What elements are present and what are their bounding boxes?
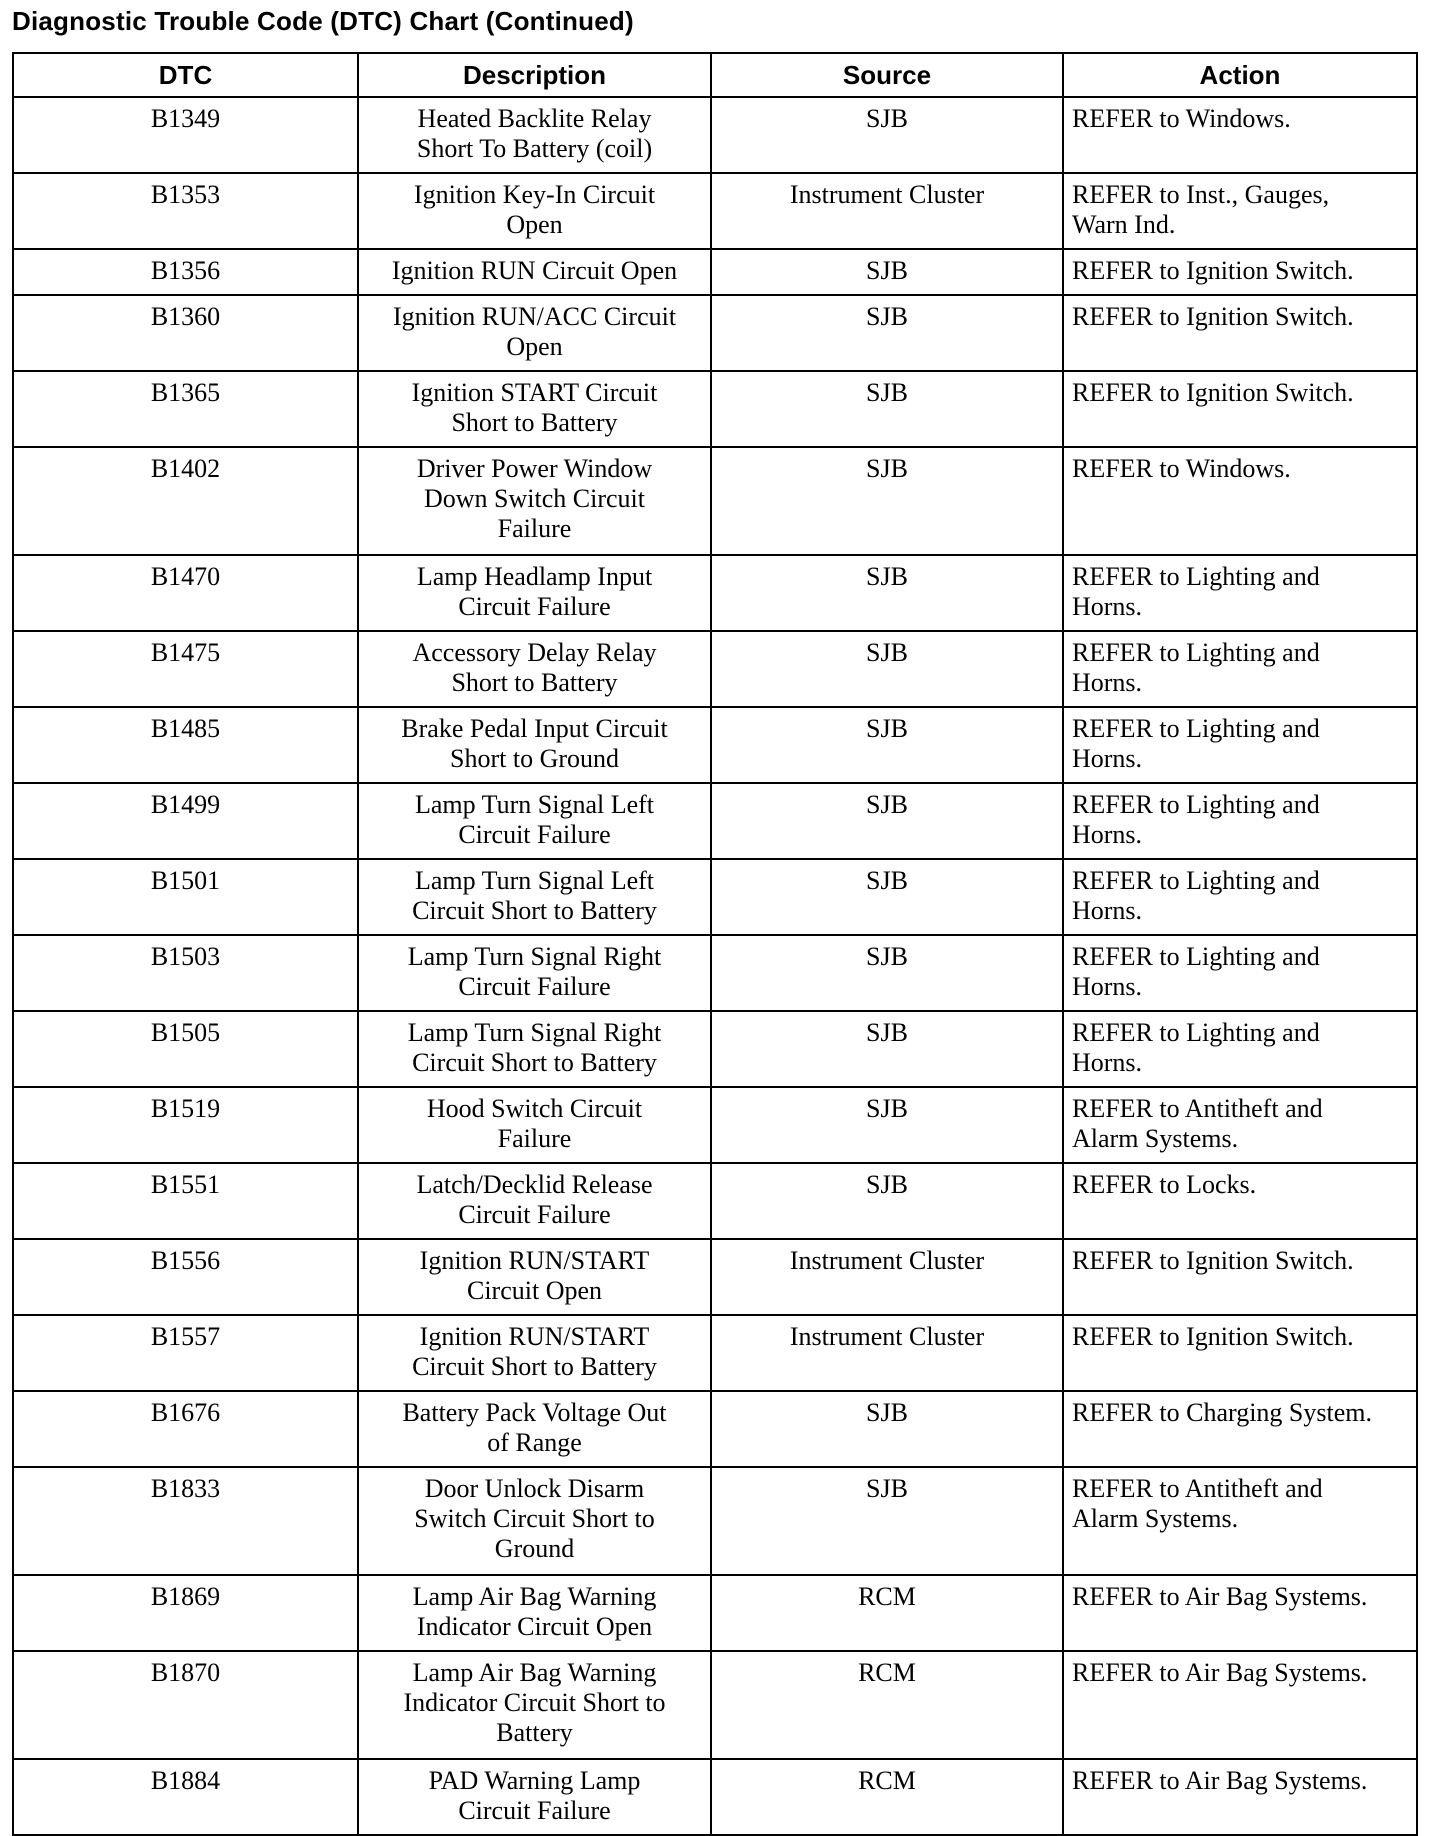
action-line: REFER to Ignition Switch. — [1072, 302, 1354, 331]
description-line: Lamp Turn Signal Right — [407, 1018, 662, 1047]
dtc-source: SJB — [711, 783, 1063, 859]
description-line: of Range — [487, 1428, 582, 1457]
description-line: Brake Pedal Input Circuit — [401, 714, 668, 743]
dtc-description — [358, 1467, 711, 1575]
dtc-source: SJB — [711, 447, 1063, 555]
description-line: Latch/Decklid Release — [416, 1170, 653, 1199]
description-line: Circuit Open — [466, 1276, 603, 1305]
description-line: Ignition RUN/START — [419, 1322, 650, 1351]
dtc-source: Instrument Cluster — [711, 1315, 1063, 1391]
dtc-code: B1470 — [13, 555, 358, 631]
description-line: Circuit Failure — [458, 592, 611, 621]
dtc-action — [1063, 935, 1417, 1011]
action-line: REFER to Lighting and — [1072, 790, 1320, 819]
dtc-action — [1063, 1651, 1417, 1759]
table-row — [13, 447, 1417, 555]
dtc-source: RCM — [711, 1575, 1063, 1651]
table-row — [13, 1759, 1417, 1835]
dtc-action — [1063, 631, 1417, 707]
description-line: Switch Circuit Short to — [414, 1504, 655, 1533]
header-action: Action — [1063, 53, 1417, 97]
table-row — [13, 1651, 1417, 1759]
header-row — [13, 53, 1417, 97]
action-line: REFER to Lighting and — [1072, 866, 1320, 895]
dtc-description — [358, 1011, 711, 1087]
dtc-code: B1501 — [13, 859, 358, 935]
action-line: REFER to Ignition Switch. — [1072, 1322, 1354, 1351]
dtc-action — [1063, 249, 1417, 295]
dtc-description — [358, 1315, 711, 1391]
description-line: Circuit Failure — [458, 1796, 611, 1825]
header-description: Description — [358, 53, 711, 97]
dtc-source: SJB — [711, 1391, 1063, 1467]
dtc-action — [1063, 707, 1417, 783]
dtc-action — [1063, 97, 1417, 173]
table-row — [13, 1239, 1417, 1315]
dtc-code: B1869 — [13, 1575, 358, 1651]
dtc-source: SJB — [711, 707, 1063, 783]
description-line: Circuit Short to Battery — [412, 896, 657, 925]
dtc-code: B1353 — [13, 173, 358, 249]
table-row — [13, 1575, 1417, 1651]
dtc-action — [1063, 1391, 1417, 1467]
dtc-code: B1360 — [13, 295, 358, 371]
action-line: REFER to Locks. — [1072, 1170, 1257, 1199]
dtc-description — [358, 1651, 711, 1759]
dtc-source: SJB — [711, 555, 1063, 631]
dtc-code: B1499 — [13, 783, 358, 859]
dtc-code: B1833 — [13, 1467, 358, 1575]
dtc-source: SJB — [711, 1087, 1063, 1163]
description-line: Lamp Turn Signal Right — [407, 942, 662, 971]
dtc-description — [358, 1759, 711, 1835]
action-line: Warn Ind. — [1072, 210, 1176, 239]
dtc-description — [358, 371, 711, 447]
action-line: REFER to Ignition Switch. — [1072, 1246, 1354, 1275]
dtc-action — [1063, 1575, 1417, 1651]
dtc-code: B1402 — [13, 447, 358, 555]
dtc-description — [358, 1391, 711, 1467]
description-line: Ignition RUN/ACC Circuit — [392, 302, 677, 331]
action-line: Horns. — [1072, 820, 1143, 849]
action-line: Horns. — [1072, 1048, 1143, 1077]
dtc-action — [1063, 173, 1417, 249]
description-line: Circuit Short to Battery — [412, 1048, 657, 1077]
description-line: Lamp Air Bag Warning — [412, 1658, 657, 1687]
dtc-code: B1551 — [13, 1163, 358, 1239]
dtc-action — [1063, 1315, 1417, 1391]
description-line: Ignition START Circuit — [411, 378, 658, 407]
action-line: REFER to Windows. — [1072, 104, 1291, 133]
dtc-code: B1365 — [13, 371, 358, 447]
dtc-description — [358, 555, 711, 631]
dtc-source: SJB — [711, 859, 1063, 935]
dtc-source: SJB — [711, 631, 1063, 707]
description-line: Short To Battery (coil) — [416, 134, 653, 163]
dtc-action — [1063, 1759, 1417, 1835]
dtc-action — [1063, 1467, 1417, 1575]
dtc-source: Instrument Cluster — [711, 173, 1063, 249]
dtc-code: B1485 — [13, 707, 358, 783]
action-line: REFER to Inst., Gauges, — [1072, 180, 1330, 209]
action-line: REFER to Antitheft and — [1072, 1474, 1323, 1503]
header-source: Source — [711, 53, 1063, 97]
table-row — [13, 1467, 1417, 1575]
table-row — [13, 631, 1417, 707]
description-line: Failure — [497, 1124, 572, 1153]
header-dtc: DTC — [13, 53, 358, 97]
dtc-description — [358, 295, 711, 371]
description-line: Hood Switch Circuit — [426, 1094, 643, 1123]
table-row — [13, 783, 1417, 859]
description-line: Lamp Headlamp Input — [416, 562, 653, 591]
description-line: Lamp Turn Signal Left — [414, 866, 655, 895]
description-line: Circuit Failure — [458, 820, 611, 849]
table-row — [13, 1315, 1417, 1391]
dtc-description — [358, 97, 711, 173]
dtc-action — [1063, 371, 1417, 447]
dtc-source: RCM — [711, 1759, 1063, 1835]
dtc-description — [358, 935, 711, 1011]
table-row — [13, 295, 1417, 371]
description-line: Lamp Turn Signal Left — [414, 790, 655, 819]
table-row — [13, 371, 1417, 447]
description-line: Down Switch Circuit — [424, 484, 645, 513]
dtc-code: B1503 — [13, 935, 358, 1011]
dtc-source: SJB — [711, 1011, 1063, 1087]
table-row — [13, 1087, 1417, 1163]
dtc-code: B1475 — [13, 631, 358, 707]
dtc-code: B1870 — [13, 1651, 358, 1759]
action-line: REFER to Lighting and — [1072, 1018, 1320, 1047]
table-row — [13, 555, 1417, 631]
action-line: REFER to Ignition Switch. — [1072, 378, 1354, 407]
action-line: REFER to Lighting and — [1072, 562, 1320, 591]
description-line: PAD Warning Lamp — [428, 1766, 641, 1795]
description-line: Door Unlock Disarm — [424, 1474, 645, 1503]
description-line: Ground — [494, 1534, 575, 1563]
action-line: REFER to Lighting and — [1072, 638, 1320, 667]
dtc-source: SJB — [711, 371, 1063, 447]
description-line: Short to Ground — [450, 744, 619, 773]
dtc-description — [358, 783, 711, 859]
action-line: Alarm Systems. — [1072, 1504, 1239, 1533]
dtc-code: B1356 — [13, 249, 358, 295]
dtc-code: B1884 — [13, 1759, 358, 1835]
dtc-action — [1063, 783, 1417, 859]
table-row — [13, 97, 1417, 173]
action-line: Horns. — [1072, 668, 1143, 697]
dtc-source: SJB — [711, 1467, 1063, 1575]
table-row — [13, 859, 1417, 935]
action-line: REFER to Charging System. — [1072, 1398, 1372, 1427]
description-line: Ignition RUN/START — [419, 1246, 650, 1275]
description-line: Indicator Circuit Open — [416, 1612, 653, 1641]
dtc-code: B1505 — [13, 1011, 358, 1087]
description-line: Circuit Short to Battery — [412, 1352, 657, 1381]
description-line: Short to Battery — [451, 668, 618, 697]
action-line: REFER to Lighting and — [1072, 714, 1320, 743]
action-line: REFER to Air Bag Systems. — [1072, 1582, 1368, 1611]
action-line: Horns. — [1072, 592, 1143, 621]
dtc-action — [1063, 295, 1417, 371]
dtc-description — [358, 631, 711, 707]
action-line: Horns. — [1072, 744, 1143, 773]
dtc-action — [1063, 1011, 1417, 1087]
description-line: Circuit Failure — [458, 1200, 611, 1229]
action-line: REFER to Air Bag Systems. — [1072, 1766, 1368, 1795]
dtc-source: SJB — [711, 935, 1063, 1011]
table-row — [13, 1011, 1417, 1087]
dtc-source: SJB — [711, 1163, 1063, 1239]
dtc-source: Instrument Cluster — [711, 1239, 1063, 1315]
dtc-description — [358, 1239, 711, 1315]
description-line: Circuit Failure — [458, 972, 611, 1001]
dtc-description — [358, 1087, 711, 1163]
action-line: REFER to Windows. — [1072, 454, 1291, 483]
description-line: Battery — [496, 1718, 573, 1747]
dtc-action — [1063, 859, 1417, 935]
dtc-description — [358, 707, 711, 783]
dtc-description — [358, 447, 711, 555]
dtc-action — [1063, 1239, 1417, 1315]
description-line: Open — [506, 332, 563, 361]
description-line: Failure — [497, 514, 572, 543]
dtc-table-body — [13, 97, 1417, 1835]
description-line: Ignition Key-In Circuit — [413, 180, 656, 209]
page-title: Diagnostic Trouble Code (DTC) Chart (Continued) — [12, 6, 634, 36]
dtc-code: B1676 — [13, 1391, 358, 1467]
description-line: Indicator Circuit Short to — [403, 1688, 666, 1717]
description-line: Battery Pack Voltage Out — [402, 1398, 667, 1427]
dtc-source: RCM — [711, 1651, 1063, 1759]
action-line: Alarm Systems. — [1072, 1124, 1239, 1153]
dtc-code: B1519 — [13, 1087, 358, 1163]
dtc-code: B1557 — [13, 1315, 358, 1391]
table-row — [13, 1391, 1417, 1467]
description-line: Ignition RUN Circuit Open — [391, 256, 678, 285]
description-line: Accessory Delay Relay — [412, 638, 657, 667]
dtc-action — [1063, 1087, 1417, 1163]
action-line: REFER to Ignition Switch. — [1072, 256, 1354, 285]
dtc-source: SJB — [711, 97, 1063, 173]
description-line: Heated Backlite Relay — [417, 104, 652, 133]
table-row — [13, 935, 1417, 1011]
description-line: Lamp Air Bag Warning — [412, 1582, 657, 1611]
dtc-code: B1556 — [13, 1239, 358, 1315]
action-line: REFER to Antitheft and — [1072, 1094, 1323, 1123]
action-line: Horns. — [1072, 972, 1143, 1001]
dtc-description — [358, 1163, 711, 1239]
action-line: REFER to Lighting and — [1072, 942, 1320, 971]
dtc-description — [358, 173, 711, 249]
dtc-action — [1063, 1163, 1417, 1239]
description-line: Driver Power Window — [416, 454, 653, 483]
dtc-description — [358, 249, 711, 295]
dtc-action — [1063, 447, 1417, 555]
table-row — [13, 1163, 1417, 1239]
description-line: Short to Battery — [451, 408, 618, 437]
description-line: Open — [506, 210, 563, 239]
table-row — [13, 707, 1417, 783]
dtc-table — [12, 52, 1418, 1836]
action-line: Horns. — [1072, 896, 1143, 925]
action-line: REFER to Air Bag Systems. — [1072, 1658, 1368, 1687]
table-row — [13, 249, 1417, 295]
dtc-source: SJB — [711, 249, 1063, 295]
dtc-action — [1063, 555, 1417, 631]
table-row — [13, 173, 1417, 249]
dtc-code: B1349 — [13, 97, 358, 173]
dtc-description — [358, 1575, 711, 1651]
dtc-source: SJB — [711, 295, 1063, 371]
dtc-description — [358, 859, 711, 935]
